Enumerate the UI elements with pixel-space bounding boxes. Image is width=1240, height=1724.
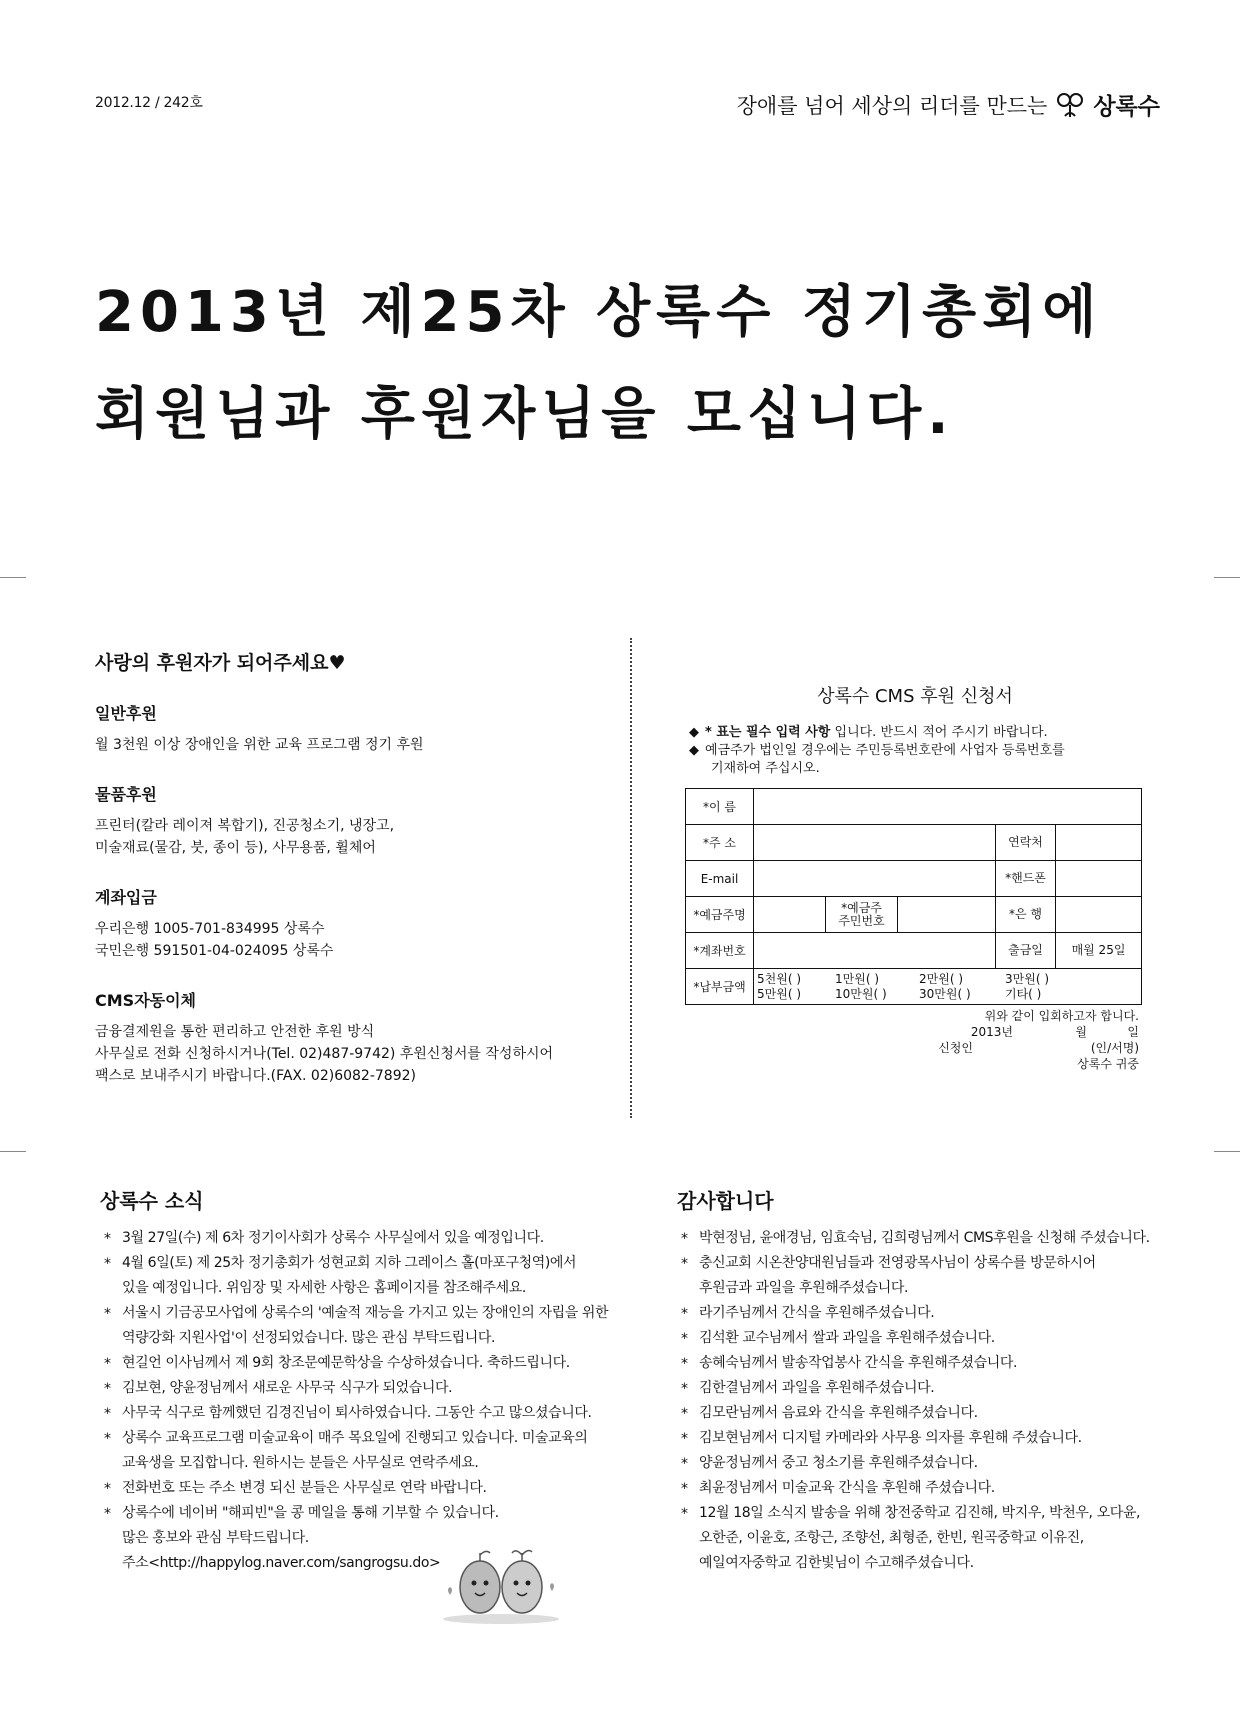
bank-field[interactable] — [1056, 897, 1142, 933]
goods-support-line: 프린터(칼라 레이져 복합기), 진공청소기, 냉장고, — [95, 818, 395, 834]
form-notes — [685, 724, 1145, 778]
news-item: * 상록수 교육프로그램 미술교육이 매주 목요일에 진행되고 있습니다. 미술교육의 — [100, 1426, 640, 1451]
account-deposit — [95, 885, 615, 962]
withdraw-day-label: 출금일 — [996, 933, 1056, 969]
amount-option[interactable]: 1만원( ) — [835, 971, 879, 986]
account-deposit-heading: 계좌입금 — [95, 888, 157, 907]
thanks-item: * 박현정님, 윤애경님, 임효숙님, 김희령님께서 CMS후원을 신청해 주셨습니다. — [677, 1226, 1177, 1251]
name-field[interactable] — [754, 789, 1142, 825]
happylog-link[interactable]: 주소<http://happylog.naver.com/sangrogsu.do> — [122, 1555, 441, 1571]
header-slogan — [737, 88, 1160, 121]
crop-mark — [0, 1151, 26, 1152]
slogan-text: 장애를 넘어 세상의 리더를 만드는 — [736, 93, 1048, 118]
form-title: 상록수 CMS 후원 신청서 — [817, 686, 1013, 707]
sign-statement: 위와 같이 입회하고자 합니다. — [984, 1009, 1139, 1023]
thanks-item-cont: 오한준, 이윤호, 조항근, 조향선, 최형준, 한빈, 원곡중학교 이유진, — [699, 1530, 1084, 1546]
sign-day: 일 — [1127, 1025, 1139, 1039]
address-label: *주 소 — [686, 825, 754, 861]
cms-transfer — [95, 988, 615, 1087]
thanks-section — [677, 1185, 1177, 1576]
account-line: 국민은행 591501-04-024095 상록수 — [95, 943, 334, 959]
thanks-item: * 양윤정님께서 중고 청소기를 후원해주셨습니다. — [677, 1451, 1177, 1476]
news-item: * 상록수에 네이버 "해피빈"을 콩 메일을 통해 기부할 수 있습니다. — [100, 1501, 640, 1526]
news-item-cont: 교육생을 모집합니다. 원하시는 분들은 사무실로 연락주세요. — [122, 1455, 479, 1471]
sign-seal: (인/서명) — [1090, 1041, 1139, 1055]
cms-application-form — [685, 682, 1145, 1075]
mobile-label: *핸드폰 — [996, 861, 1056, 897]
sign-month: 월 — [1075, 1025, 1087, 1039]
goods-support — [95, 782, 615, 859]
mobile-field[interactable] — [1056, 861, 1142, 897]
news-item: * 3월 27일(수) 제 6차 정기이사회가 상록수 사무실에서 있을 예정입니다. — [100, 1226, 640, 1251]
general-support — [95, 701, 615, 756]
amount-option[interactable]: 3만원( ) — [1005, 971, 1049, 986]
amount-option[interactable]: 10만원( ) — [835, 986, 887, 1001]
goods-support-line: 미술재료(물감, 붓, 종이 등), 사무용품, 휠체어 — [95, 840, 376, 856]
thanks-item: * 김석환 교수님께서 쌀과 과일을 후원해주셨습니다. — [677, 1326, 1177, 1351]
news-item-cont: 있을 예정입니다. 위임장 및 자세한 사항은 홈페이지를 참조해주세요. — [122, 1280, 526, 1296]
amount-option[interactable]: 5천원( ) — [757, 971, 801, 986]
thanks-item: * 최윤정님께서 미술교육 간식을 후원해 주셨습니다. — [677, 1476, 1177, 1501]
crop-mark — [1214, 577, 1240, 578]
cms-line: 사무실로 전화 신청하시거나(Tel. 02)487-9742) 후원신청서를 작성하시어 — [95, 1046, 554, 1062]
corporate-note: 예금주가 법인일 경우에는 주민등록번호란에 사업자 등록번호를 — [705, 743, 1065, 758]
general-support-heading: 일반후원 — [95, 704, 157, 723]
sign-recipient: 상록수 귀중 — [1077, 1057, 1139, 1071]
issue-number: 2012.12 / 242호 — [95, 95, 203, 111]
required-note: * 표는 필수 입력 사항 — [705, 725, 831, 740]
holder-field[interactable] — [754, 897, 826, 933]
thanks-item: * 김한결님께서 과일을 후원해주셨습니다. — [677, 1376, 1177, 1401]
address-field[interactable] — [754, 825, 996, 861]
amount-options[interactable] — [754, 969, 1142, 1005]
news-item: * 4월 6일(토) 제 25차 정기총회가 성현교회 지하 그레이스 홀(마포구청역)에서 — [100, 1251, 640, 1276]
account-line: 우리은행 1005-701-834995 상록수 — [95, 921, 325, 937]
general-support-text: 월 3천원 이상 장애인을 위한 교육 프로그램 정기 후원 — [95, 737, 424, 753]
news-section — [100, 1185, 640, 1576]
goods-support-heading: 물품후원 — [95, 785, 157, 804]
dotted-divider — [630, 638, 632, 1118]
thanks-item-cont: 예일여자중학교 김한빛님이 수고해주셨습니다. — [699, 1555, 974, 1571]
thanks-list — [677, 1226, 1177, 1576]
withdraw-day-value: 매월 25일 — [1056, 933, 1142, 969]
thanks-item: * 김모란님께서 음료와 간식을 후원해주셨습니다. — [677, 1401, 1177, 1426]
brand-name: 상록수 — [1093, 94, 1160, 120]
email-label: E-mail — [686, 861, 754, 897]
cms-line: 팩스로 보내주시기 바랍니다.(FAX. 02)6082-7892) — [95, 1068, 416, 1084]
corporate-note-cont: 기재하여 주십시오. — [711, 761, 820, 776]
cms-transfer-heading: CMS자동이체 — [95, 991, 197, 1010]
diamond-bullet-icon: ◆ — [689, 743, 699, 758]
support-info — [95, 648, 615, 1113]
amount-option[interactable]: 5만원( ) — [757, 986, 801, 1001]
amount-option[interactable]: 30만원( ) — [919, 986, 971, 1001]
cms-form-table — [685, 788, 1142, 1005]
news-item: * 전화번호 또는 주소 변경 되신 분들은 사무실로 연락 바랍니다. — [100, 1476, 640, 1501]
news-item: * 현길언 이사님께서 제 9회 창조문예문학상을 수상하셨습니다. 축하드립니다. — [100, 1351, 640, 1376]
thanks-item-cont: 후원금과 과일을 후원해주셨습니다. — [699, 1280, 909, 1296]
signature-block — [685, 1009, 1145, 1075]
news-title: 상록수 소식 — [100, 1189, 204, 1213]
news-list — [100, 1226, 640, 1576]
diamond-bullet-icon: ◆ — [689, 725, 699, 740]
account-no-label: *계좌번호 — [686, 933, 754, 969]
thanks-item: * 12월 18일 소식지 발송을 위해 창전중학교 김진해, 박지우, 박천우, 오다윤, — [677, 1501, 1177, 1526]
cms-line: 금융결제원을 통한 편리하고 안전한 후원 방식 — [95, 1024, 375, 1040]
thanks-item: * 충신교회 시온찬양대원님들과 전영광목사님이 상록수를 방문하시어 — [677, 1251, 1177, 1276]
headline-line-1: 2013년 제25차 상록수 정기총회에 — [95, 280, 1103, 345]
news-item: * 사무국 식구로 함께했던 김경진님이 퇴사하였습니다. 그동안 수고 많으셨습니다. — [100, 1401, 640, 1426]
sign-year: 2013년 — [970, 1025, 1013, 1039]
amount-option[interactable]: 2만원( ) — [919, 971, 963, 986]
sangroksu-logo-icon — [1055, 92, 1085, 118]
holder-id-label — [826, 897, 898, 933]
headline-line-2: 회원님과 후원자님을 모십니다. — [95, 382, 955, 447]
thanks-item: * 김보현님께서 디지털 카메라와 사무용 의자를 후원해 주셨습니다. — [677, 1426, 1177, 1451]
support-title: 사랑의 후원자가 되어주세요♥ — [95, 652, 346, 674]
news-item: * 서울시 기금공모사업에 상록수의 '예술적 재능을 가지고 있는 장애인의 자립을 위한 — [100, 1301, 640, 1326]
news-item-cont: 역량강화 지원사업'이 선정되었습니다. 많은 관심 부탁드립니다. — [122, 1330, 496, 1346]
name-label: *이 름 — [686, 789, 754, 825]
thanks-item: * 라기주님께서 간식을 후원해주셨습니다. — [677, 1301, 1177, 1326]
holder-id-label-top: *예금주 — [841, 900, 882, 915]
sign-applicant: 신청인 — [938, 1041, 973, 1055]
thanks-title: 감사합니다 — [677, 1189, 774, 1213]
news-item: * 김보현, 양윤정님께서 새로운 사무국 식구가 되었습니다. — [100, 1376, 640, 1401]
holder-id-field[interactable] — [898, 897, 996, 933]
thanks-item: * 송혜숙님께서 발송작업봉사 간식을 후원해주셨습니다. — [677, 1351, 1177, 1376]
email-field[interactable] — [754, 861, 996, 897]
amount-label: *납부금액 — [686, 969, 754, 1005]
contact-label: 연락처 — [996, 825, 1056, 861]
account-no-field[interactable] — [754, 933, 996, 969]
holder-id-label-bottom: 주민번호 — [838, 913, 885, 928]
mascot-illustration-icon — [436, 1545, 566, 1625]
contact-field[interactable] — [1056, 825, 1142, 861]
holder-label: *예금주명 — [686, 897, 754, 933]
news-item-cont: 많은 홍보와 관심 부탁드립니다. — [122, 1530, 309, 1546]
crop-mark — [1214, 1151, 1240, 1152]
crop-mark — [0, 577, 26, 578]
amount-option[interactable]: 기타( ) — [1005, 986, 1042, 1001]
bank-label: *은 행 — [996, 897, 1056, 933]
required-note-rest: 입니다. 반드시 적어 주시기 바랍니다. — [830, 725, 1048, 740]
